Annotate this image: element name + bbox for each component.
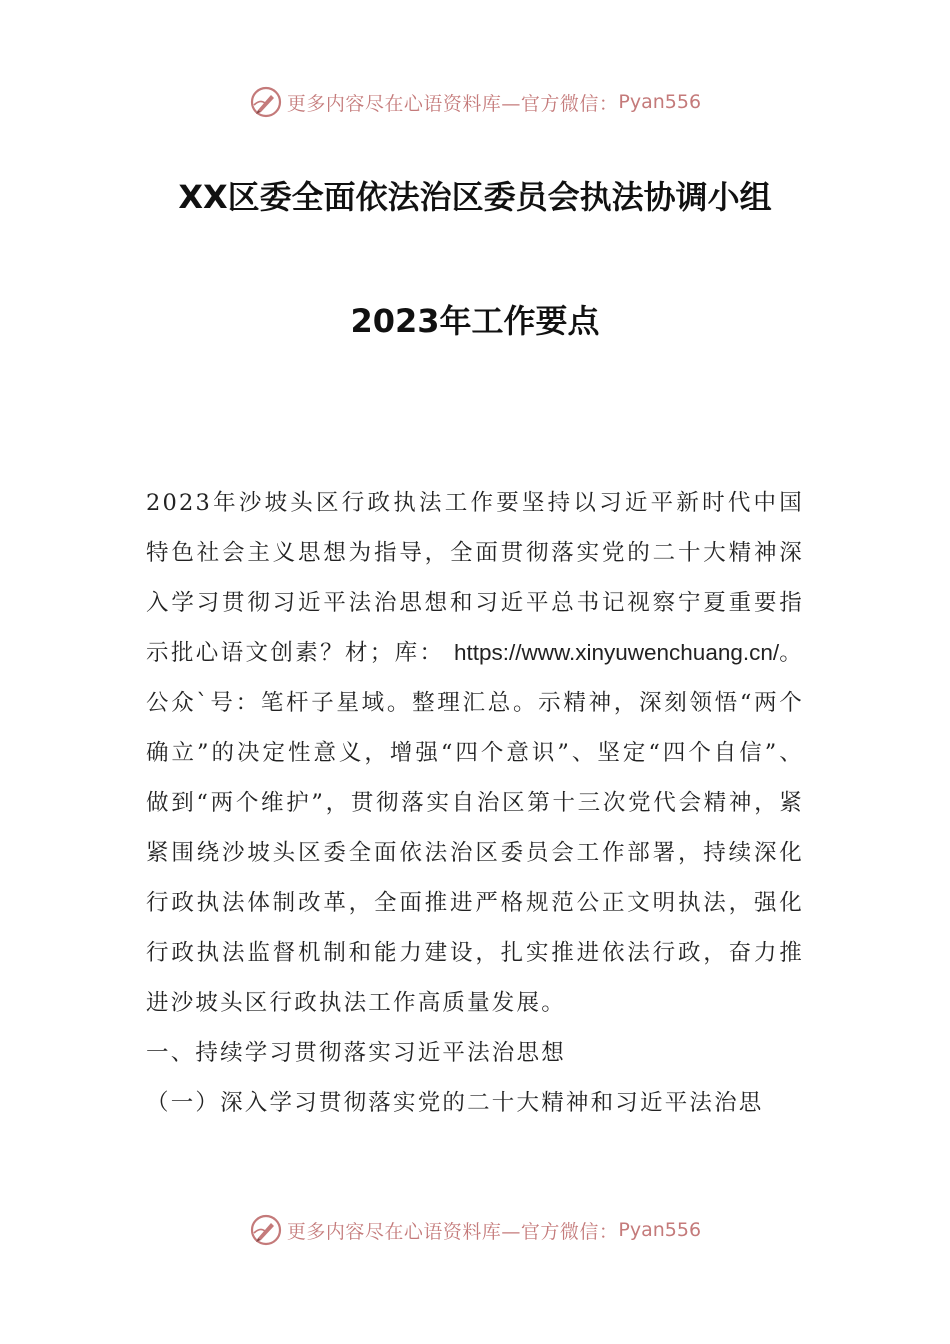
header-watermark-banner xyxy=(0,82,950,122)
banner-text: 更多内容尽在心语资料库—官方微信： xyxy=(286,1220,619,1243)
source-url-link[interactable]: https://www.xinyuwenchuang.cn/ xyxy=(453,640,780,665)
section-heading-1: 一、持续学习贯彻落实习近平法治思想 xyxy=(146,1040,566,1066)
footer-watermark-banner xyxy=(0,1210,950,1250)
pen-logo-icon xyxy=(249,1213,283,1247)
intro-text-end: 。公众`号：笔杆子星域。整理汇总。示精神，深刻领悟“两个确立”的决定性意义，增强“四个意识”、坚定“四个自信”、做到“两个维护”，贯彻落实自治区第十三次党代会精神，紧紧围绕沙坡头区委全面依法治区委员会工作部署，持续深化行政执法体制改革，全面推进严格规范公正文明执法，强化行政执法监督机制和能力建设，扎实推进依法行政，奋力推进沙坡头区行政执法工作高质量发展。 xyxy=(146,640,805,1016)
banner-wechat-id: Pyan556 xyxy=(618,91,702,113)
document-title-line1: XX区委全面依法治区委员会执法协调小组 xyxy=(178,178,772,216)
banner-wechat-id: Pyan556 xyxy=(618,1219,702,1241)
intro-paragraph xyxy=(146,478,804,1028)
document-body xyxy=(146,478,804,1128)
document-title-line2: 2023年工作要点 xyxy=(350,302,600,340)
subsection-heading-1: （一）深入学习贯彻落实党的二十大精神和习近平法治思 xyxy=(146,1090,764,1116)
pen-logo-icon xyxy=(249,85,283,119)
intro-text-start: 2023年沙坡头区行政执法工作要坚持以习近平新时代中国特色社会主义思想为指导，全面贯彻落实党的二十大精神深入学习贯彻习近平法治思想和习近平总书记视察宁夏重要指示批心语文创素？材；库： xyxy=(146,490,804,666)
banner-text: 更多内容尽在心语资料库—官方微信： xyxy=(286,92,619,115)
